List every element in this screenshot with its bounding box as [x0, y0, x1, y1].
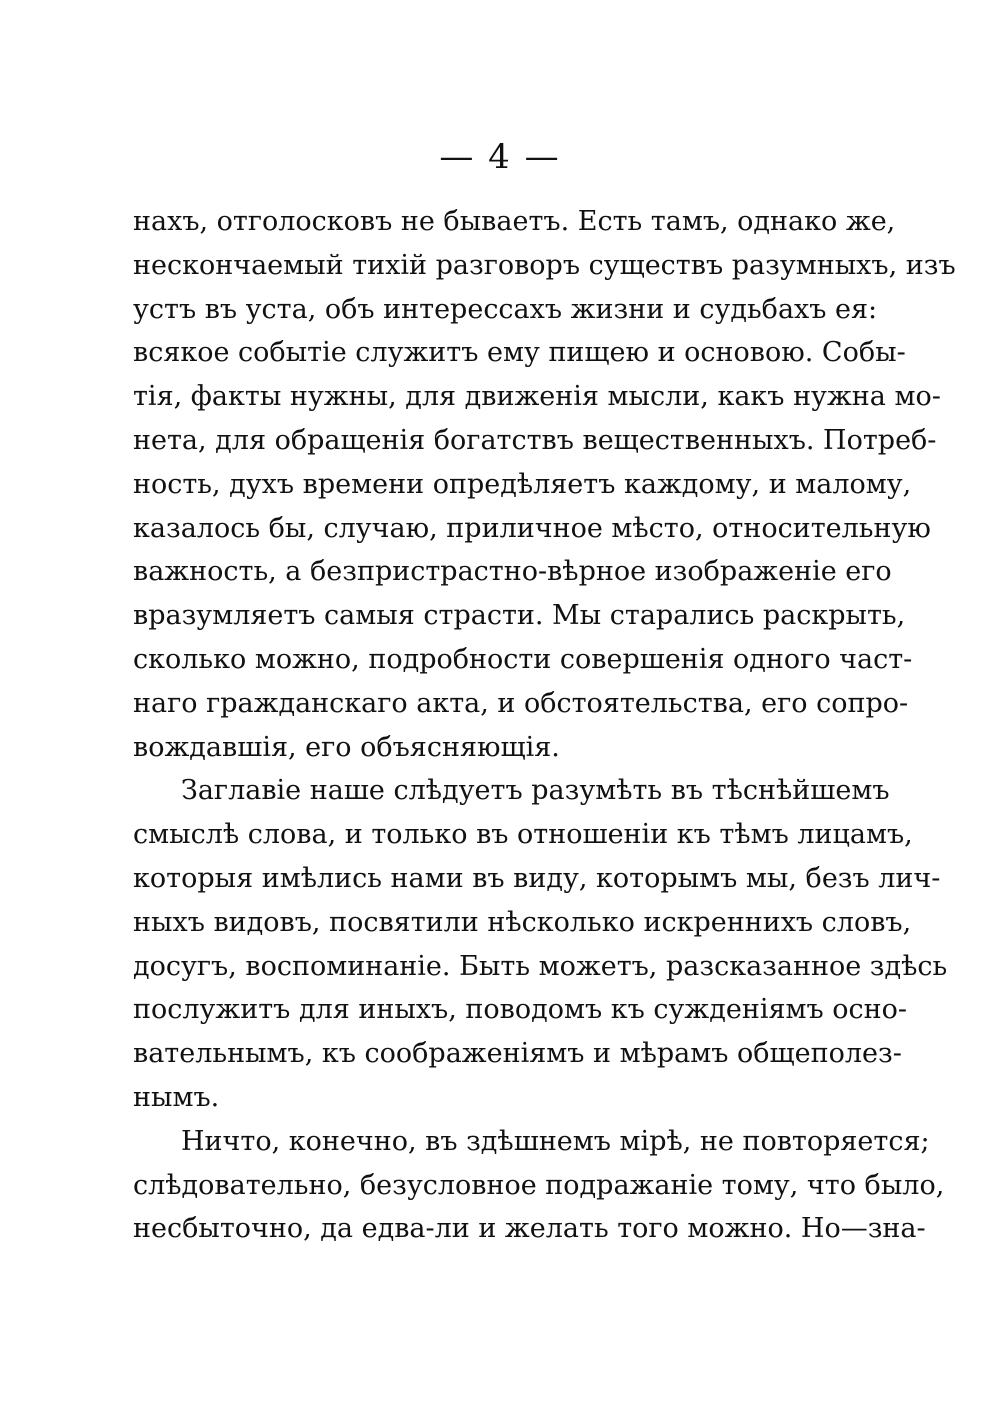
text-line: ность, духъ времени опредѣляетъ каждому, и малому,	[133, 468, 912, 500]
paragraph	[133, 769, 948, 1119]
text-line: вательнымъ, къ соображеніямъ и мѣрамъ общеполез-	[133, 1038, 902, 1070]
text-line: наго гражданскаго акта, и обстоятельства, его сопро-	[133, 687, 909, 719]
text-line: нескончаемый тихій разговоръ существъ разумныхъ, изъ	[133, 249, 956, 281]
text-line: вразумляетъ самыя страсти. Мы старались раскрыть,	[133, 600, 906, 632]
text-line: сколько можно, подробности совершенія одного част-	[133, 643, 913, 675]
text-line: устъ въ уста, объ интерессахъ жизни и судьбахъ ея:	[133, 293, 878, 325]
text-line: всякое событіе служитъ ему пищею и основою. Собы-	[133, 337, 906, 369]
paragraph	[133, 1120, 945, 1251]
text-line: нета, для обращенія богатствъ вещественныхъ. Потреб-	[133, 424, 937, 456]
text-line: тія, факты нужны, для движенія мысли, какъ нужна мо-	[133, 381, 941, 413]
text-line: слѣдовательно, безусловное подражаніе тому, что было,	[133, 1169, 945, 1201]
text-line: которыя имѣлись нами въ виду, которымъ мы, безъ лич-	[133, 862, 941, 894]
paragraph	[133, 200, 956, 769]
text-line: вождавшія, его объясняющія.	[133, 731, 560, 763]
text-line: досугъ, воспоминаніе. Быть можетъ, разсказанное здѣсь	[133, 950, 948, 982]
text-line: нымъ.	[133, 1081, 220, 1113]
text-line: несбыточно, да едва-ли и желать того можно. Но—зна-	[133, 1213, 926, 1245]
text-line: нахъ, отголосковъ не бываетъ. Есть тамъ, однако же,	[133, 206, 896, 237]
page-number: — 4 —	[439, 137, 561, 177]
text-line: казалось бы, случаю, приличное мѣсто, относительную	[133, 512, 931, 544]
text-line: послужитъ для иныхъ, поводомъ къ сужденіямъ осно-	[133, 994, 907, 1026]
text-line: смыслѣ слова, и только въ отношеніи къ тѣмъ лицамъ,	[133, 819, 913, 851]
text-line: Заглавіе наше слѣдуетъ разумѣть въ тѣснѣйшемъ	[181, 775, 890, 807]
text-line: важность, а безпристрастно-вѣрное изображеніе его	[133, 556, 892, 588]
text-line: Ничто, конечно, въ здѣшнемъ мірѣ, не повторяется;	[181, 1125, 930, 1157]
body-text	[133, 200, 956, 1251]
text-line: ныхъ видовъ, посвятили нѣсколько искреннихъ словъ,	[133, 906, 912, 938]
